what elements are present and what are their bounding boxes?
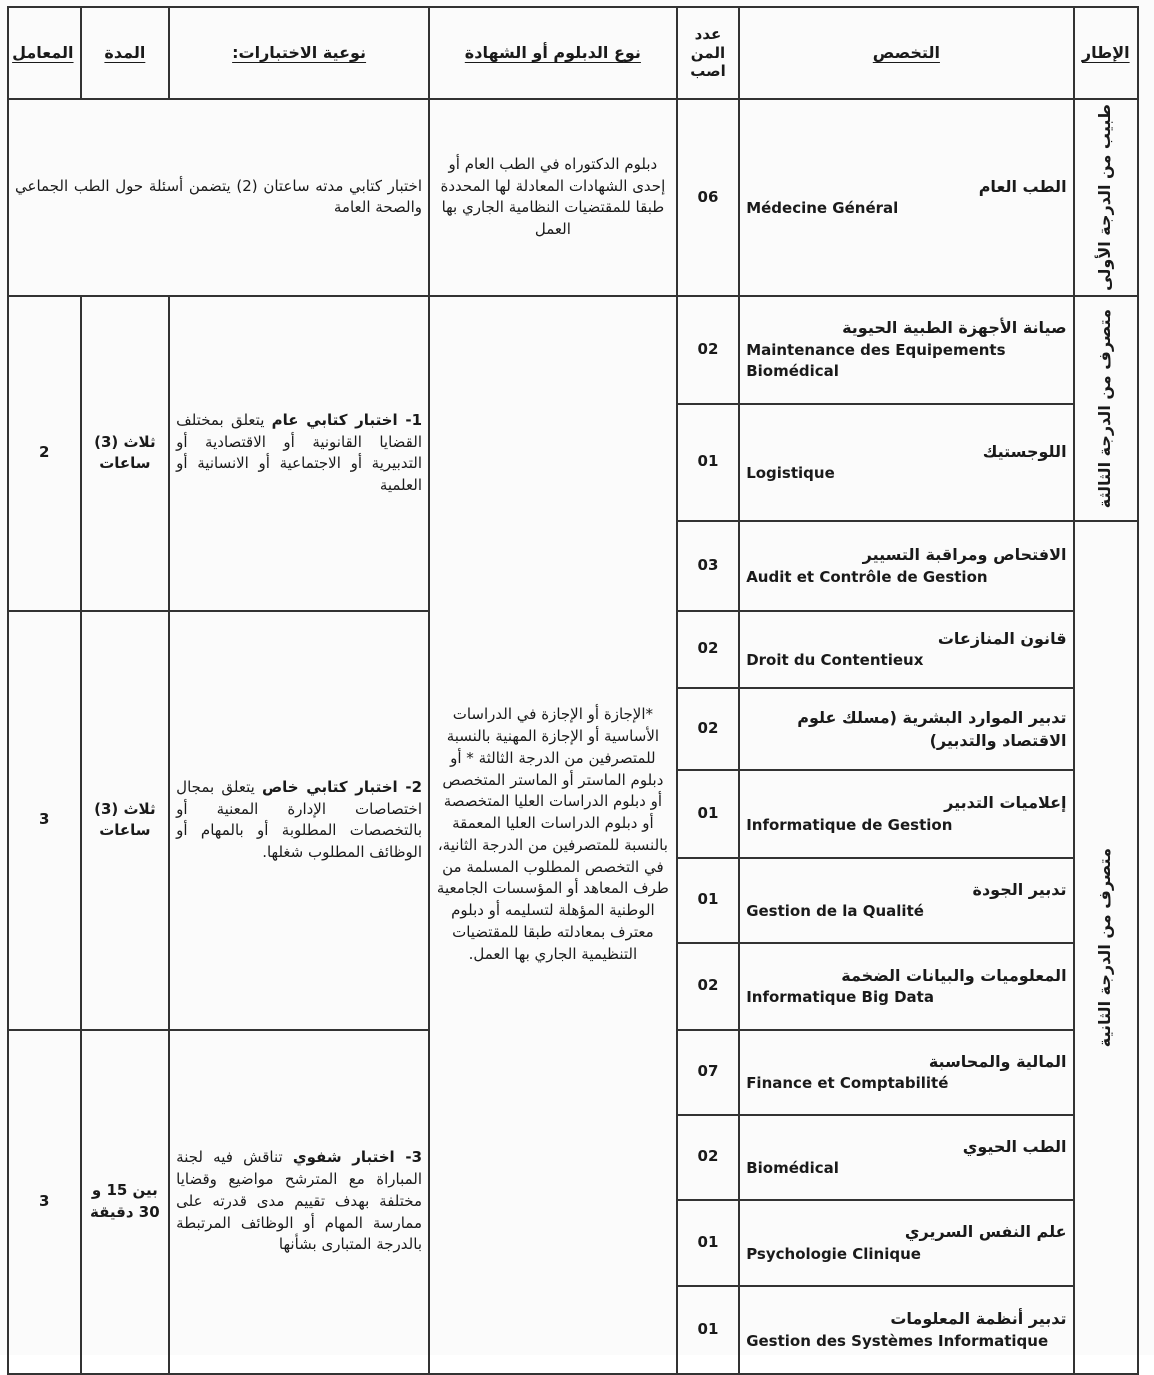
specialty-cell xyxy=(739,688,1073,770)
specialty-cell xyxy=(739,611,1073,688)
header-duration: المدة xyxy=(81,7,170,99)
specialty-ar: قانون المنازعات xyxy=(937,628,1067,648)
specialty-fr: Médecine Général xyxy=(746,199,899,218)
specialty-fr: Psychologie Clinique xyxy=(746,1244,921,1263)
specialty-fr: Droit du Contentieux xyxy=(746,651,924,670)
test-doctor: اختبار كتابي مدته ساعتان (2) يتضمن أسئلة حول الطب الجماعي والصحة العامة xyxy=(8,99,429,296)
test-1-body: يتعلق بمختلف القضايا القانونية أو الاقتصادية أو التدبيرية أو الاجتماعية أو الانسانية أو العلمية xyxy=(176,410,422,495)
positions-count: 07 xyxy=(677,1030,739,1115)
test-3-title: 3- اختبار شفوي xyxy=(292,1148,422,1167)
positions-count: 02 xyxy=(677,611,739,688)
positions-count: 01 xyxy=(677,1200,739,1286)
specialty-ar: تدبير أنظمة المعلومات xyxy=(890,1309,1067,1329)
positions-count: 06 xyxy=(677,99,739,296)
test-1-title: 1- اختبار كتابي عام xyxy=(271,410,422,429)
specialty-ar: تدبير الجودة xyxy=(972,879,1067,899)
specialty-ar: الطب الحيوي xyxy=(962,1136,1067,1156)
positions-count: 02 xyxy=(677,943,739,1030)
specialty-cell xyxy=(739,1115,1073,1200)
test-2 xyxy=(169,611,429,1030)
specialty-ar: الطب العام xyxy=(978,176,1067,196)
specialty-fr: Maintenance des Equipements Biomédical xyxy=(746,340,1006,381)
frame-doctor: طبيب من الدرجة الأولى xyxy=(1095,104,1115,291)
test-1 xyxy=(169,296,429,611)
specialty-cell xyxy=(739,1200,1073,1286)
specialty-fr: Logistique xyxy=(746,464,835,483)
table-row xyxy=(8,296,1138,404)
specialty-cell xyxy=(739,943,1073,1030)
positions-count: 01 xyxy=(677,404,739,521)
specialty-ar: الافتحاص ومراقبة التسيير xyxy=(862,545,1067,565)
positions-count: 01 xyxy=(677,1286,739,1374)
test-1-duration: ثلاث (3) ساعات xyxy=(81,296,170,611)
header-coefficient: المعامل xyxy=(8,7,81,99)
frame-second: متصرف من الدرجة الثانية xyxy=(1095,847,1115,1047)
specialty-fr: Audit et Contrôle de Gestion xyxy=(746,567,988,586)
test-3 xyxy=(169,1030,429,1374)
test-2-body: يتعلق بمجال اختصاصات الإدارة المعنية أو بالتخصصات المطلوبة أو بالمهام أو الوظائف المطلوب شغلها. xyxy=(176,777,422,862)
specialty-cell xyxy=(739,1286,1073,1374)
specialty-ar: صيانة الأجهزة الطبية الحيوية xyxy=(842,318,1067,338)
positions-count: 03 xyxy=(677,521,739,611)
positions-count: 01 xyxy=(677,770,739,858)
specialty-cell xyxy=(739,521,1073,611)
positions-count: 01 xyxy=(677,858,739,943)
header-row xyxy=(8,7,1138,99)
test-1-coefficient: 2 xyxy=(8,296,81,611)
positions-count: 02 xyxy=(677,296,739,404)
specialty-ar: المعلوميات والبيانات الضخمة xyxy=(841,965,1067,985)
specialty-ar: علم النفس السريري xyxy=(904,1222,1067,1242)
header-tests: نوعية الاختبارات: xyxy=(169,7,429,99)
competition-table xyxy=(7,6,1139,1375)
diploma-admin: *الإجازة أو الإجازة في الدراسات الأساسية أو الإجازة المهنية بالنسبة للمتصرفين من الدرجة الثالثة * أو دبلوم الماستر أو الماستر المتخصص أو دبلوم الدراسات العليا المتخصصة أو دبلوم الدراسات العليا المعمقة بالنسبة للمتصرفين من الدرجة الثانية، في التخصص المطلوب المسلمة من طرف المعاهد أو المؤسسات الجامعية الوطنية المؤهلة لتسليمه أو دبلوم معترف بمعادلته طبقا للمقتضيات التنظيمية الجاري بها العمل. xyxy=(429,296,677,1374)
frame-second-cell xyxy=(1074,521,1138,1374)
specialty-cell xyxy=(739,99,1073,296)
test-3-duration: بين 15 و 30 دقيقة xyxy=(81,1030,170,1374)
positions-count: 02 xyxy=(677,688,739,770)
specialty-cell xyxy=(739,858,1073,943)
test-2-duration: ثلاث (3) ساعات xyxy=(81,611,170,1030)
specialty-ar: إعلاميات التدبير xyxy=(944,793,1067,813)
positions-count: 02 xyxy=(677,1115,739,1200)
test-2-title: 2- اختبار كتابي خاص xyxy=(262,777,423,796)
frame-third-cell xyxy=(1074,296,1138,521)
frame-third: متصرف من الدرجة الثالثة xyxy=(1095,308,1115,508)
specialty-cell xyxy=(739,296,1073,404)
specialty-ar: تدبير الموارد البشرية (مسلك علوم الاقتصاد والتدبير) xyxy=(797,707,1067,750)
specialty-cell xyxy=(739,770,1073,858)
test-3-coefficient: 3 xyxy=(8,1030,81,1374)
specialty-ar: المالية والمحاسبة xyxy=(928,1051,1067,1071)
header-positions: عدد المن اصب xyxy=(677,7,739,99)
frame-doctor-cell xyxy=(1074,99,1138,296)
test-3-body: تناقش فيه لجنة المباراة مع المترشح مواضيع وقضايا مختلفة بهدف تقييم مدى قدرته على ممارسة المهام أو الوظائف المرتبطة بالدرجة المتبارى بشأنها xyxy=(176,1148,422,1254)
specialty-fr: Biomédical xyxy=(746,1159,839,1178)
header-frame: الإطار xyxy=(1074,7,1138,99)
test-2-coefficient: 3 xyxy=(8,611,81,1030)
specialty-cell xyxy=(739,404,1073,521)
specialty-fr: Informatique Big Data xyxy=(746,988,934,1007)
header-diploma: نوع الدبلوم أو الشهادة xyxy=(429,7,677,99)
specialty-cell xyxy=(739,1030,1073,1115)
group-doctor-row xyxy=(8,99,1138,296)
diploma-doctor: دبلوم الدكتوراه في الطب العام أو إحدى الشهادات المعادلة لها المحددة طبقا للمقتضيات النظامية الجاري بها العمل xyxy=(429,99,677,296)
specialty-fr: Gestion des Systèmes Informatique xyxy=(746,1331,1049,1350)
specialty-fr: Gestion de la Qualité xyxy=(746,902,924,921)
specialty-ar: اللوجستيك xyxy=(982,441,1067,461)
header-specialty: التخصص xyxy=(739,7,1073,99)
specialty-fr: Informatique de Gestion xyxy=(746,815,953,834)
specialty-fr: Finance et Comptabilité xyxy=(746,1074,949,1093)
